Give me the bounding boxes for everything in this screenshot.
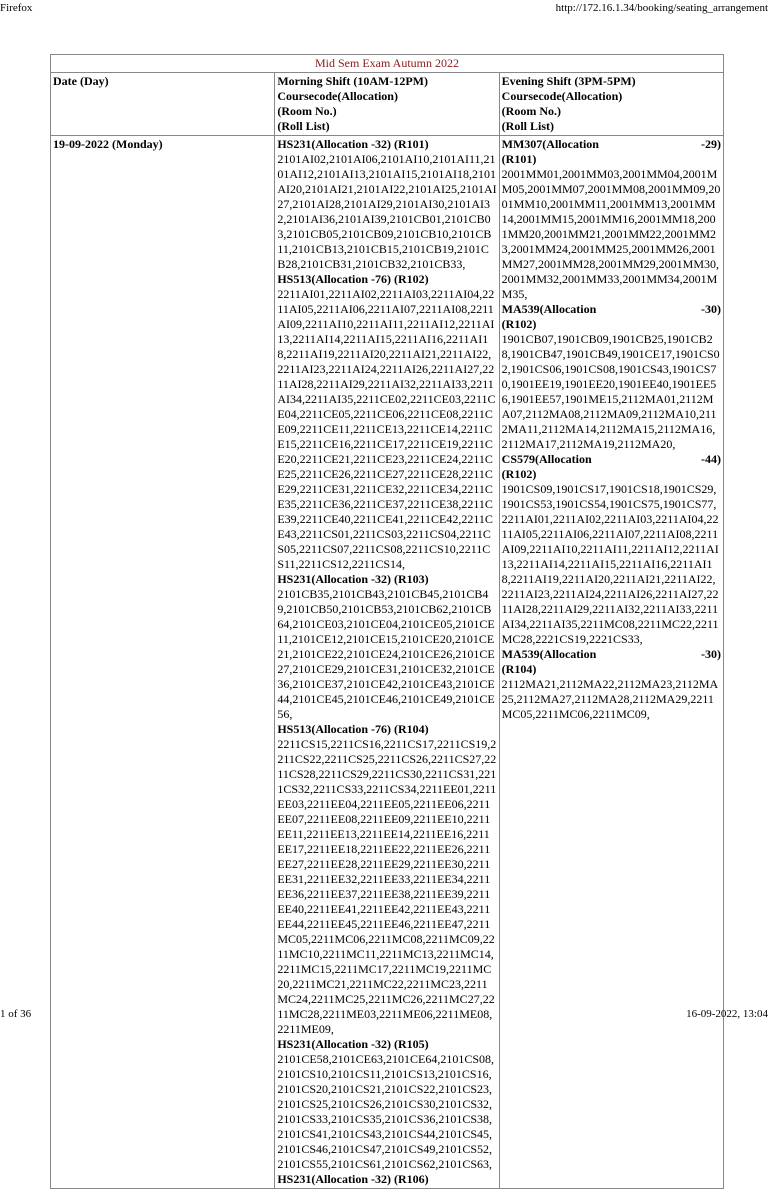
roll-list: 2101CB35,2101CB43,2101CB45,2101CB49,2101CB50,2101CB53,2101CB62,2101CB64,2101CE03,2101CE04,2101CE05,2101CE11,2101CE12,2101CE15,2101CE20,2101CE21,2101CE22,2101CE24,2101CE26,2101CE27,2101CE29,2101CE31,2101CE32,2101CE36,2101CE37,2101CE42,2101CE43,2101CE44,2101CE45,2101CE46,2101CE49,2101CE56,	[277, 587, 495, 721]
roll-list: 2211AI01,2211AI02,2211AI03,2211AI04,2211AI05,2211AI06,2211AI07,2211AI08,2211AI09,2211AI10,2211AI11,2211AI12,2211AI13,2211AI14,2211AI15,2211AI16,2211AI18,2211AI19,2211AI20,2211AI21,2211AI22,2211AI23,2211AI24,2211AI26,2211AI27,2211AI28,2211AI29,2211AI32,2211AI33,2211AI34,2211AI35,2211CE02,2211CE03,2211CE04,2211CE05,2211CE06,2211CE08,2211CE09,2211CE11,2211CE13,2211CE14,2211CE15,2211CE16,2211CE17,2211CE19,2211CE20,2211CE21,2211CE23,2211CE24,2211CE25,2211CE26,2211CE27,2211CE28,2211CE29,2211CE31,2211CE32,2211CE34,2211CE35,2211CE36,2211CE37,2211CE38,2211CE39,2211CE40,2211CE41,2211CE42,2211CE43,2211CS01,2211CS03,2211CS04,2211CS05,2211CS07,2211CS08,2211CS10,2211CS11,2211CS12,2211CS14,	[277, 287, 496, 571]
evening-allocations	[499, 136, 723, 1189]
course-allocation	[502, 137, 721, 152]
course-code: MA539(Allocation	[501, 647, 597, 661]
morning-header-line: Morning Shift (10AM-12PM)	[277, 74, 428, 88]
schedule-row	[51, 136, 724, 1189]
morning-header-line: (Room No.)	[277, 104, 337, 118]
page-number: 1 of 36	[0, 1008, 32, 1020]
allocation-count: -29)	[701, 137, 721, 151]
roll-list: 2112MA21,2112MA22,2112MA23,2112MA25,2112MA27,2112MA28,2112MA29,2211MC05,2211MC06,2211MC09,	[501, 677, 719, 721]
morning-allocations	[275, 136, 499, 1189]
room-number: (R102)	[501, 467, 537, 481]
print-timestamp: 16-09-2022, 13:04	[686, 1008, 768, 1020]
header-row	[51, 73, 724, 136]
title-row	[51, 55, 724, 73]
roll-list: 2101CE58,2101CE63,2101CE64,2101CS08,2101CS10,2101CS11,2101CS13,2101CS16,2101CS20,2101CS21,2101CS22,2101CS23,2101CS25,2101CS26,2101CS30,2101CS32,2101CS33,2101CS35,2101CS36,2101CS38,2101CS41,2101CS43,2101CS44,2101CS45,2101CS46,2101CS47,2101CS49,2101CS52,2101CS55,2101CS61,2101CS62,2101CS63,	[277, 1052, 495, 1171]
course-allocation: HS231(Allocation -32) (R106)	[277, 1172, 429, 1186]
evening-shift-header	[499, 73, 723, 136]
room-number: (R101)	[501, 152, 537, 166]
allocation-block	[277, 1172, 496, 1187]
course-code: MA539(Allocation	[501, 302, 597, 316]
allocation-block	[277, 722, 496, 1037]
allocation-block	[502, 302, 721, 452]
allocation-count: -30)	[701, 647, 721, 661]
evening-header-line: Evening Shift (3PM-5PM)	[501, 74, 636, 88]
course-allocation: HS513(Allocation -76) (R104)	[277, 722, 429, 736]
course-allocation: HS231(Allocation -32) (R105)	[277, 1037, 429, 1051]
roll-list: 2101AI02,2101AI06,2101AI10,2101AI11,2101AI12,2101AI13,2101AI15,2101AI18,2101AI20,2101AI21,2101AI22,2101AI25,2101AI27,2101AI28,2101AI29,2101AI30,2101AI32,2101AI36,2101AI39,2101CB01,2101CB03,2101CB05,2101CB09,2101CB10,2101CB11,2101CB13,2101CB15,2101CB19,2101CB28,2101CB31,2101CB32,2101CB33,	[277, 152, 497, 271]
allocation-block	[277, 137, 496, 272]
allocation-count: -44)	[701, 452, 721, 466]
allocation-count: -30)	[701, 302, 721, 316]
morning-header-line: (Roll List)	[277, 119, 330, 133]
browser-app-name: Firefox	[0, 2, 33, 14]
roll-list: 1901CB07,1901CB09,1901CB25,1901CB28,1901CB47,1901CB49,1901CE17,1901CS02,1901CS06,1901CS08,1901CS43,1901CS70,1901EE19,1901EE20,1901EE40,1901EE56,1901EE57,1901ME15,2112MA01,2112MA07,2112MA08,2112MA09,2112MA10,2112MA11,2112MA14,2112MA15,2112MA16,2112MA17,2112MA19,2112MA20,	[501, 332, 720, 451]
allocation-block	[502, 647, 721, 722]
evening-header-line: Coursecode(Allocation)	[501, 89, 623, 103]
seating-table	[50, 54, 724, 1189]
course-allocation	[502, 302, 721, 317]
morning-shift-header	[275, 73, 499, 136]
roll-list: 1901CS09,1901CS17,1901CS18,1901CS29,1901CS53,1901CS54,1901CS75,1901CS77,2211AI01,2211AI02,2211AI03,2211AI04,2211AI05,2211AI06,2211AI07,2211AI08,2211AI09,2211AI10,2211AI11,2211AI12,2211AI13,2211AI14,2211AI15,2211AI16,2211AI18,2211AI19,2211AI20,2211AI21,2211AI22,2211AI23,2211AI24,2211AI26,2211AI27,2211AI28,2211AI29,2211AI32,2211AI33,2211AI34,2211AI35,2211MC08,2211MC22,2211MC28,2221CS19,2221CS33,	[501, 482, 719, 646]
room-number: (R102)	[501, 317, 537, 331]
room-number: (R104)	[501, 662, 537, 676]
date-column-header: Date (Day)	[51, 73, 275, 136]
allocation-block	[502, 137, 721, 302]
allocation-block	[277, 272, 496, 572]
course-allocation	[502, 647, 721, 662]
morning-header-line: Coursecode(Allocation)	[277, 89, 398, 103]
course-allocation: HS231(Allocation -32) (R101)	[277, 137, 429, 151]
evening-header-line: (Room No.)	[501, 104, 561, 118]
exam-date: 19-09-2022 (Monday)	[51, 136, 275, 1189]
course-allocation: HS513(Allocation -76) (R102)	[277, 272, 429, 286]
course-code: MM307(Allocation	[501, 137, 599, 151]
evening-header-line: (Roll List)	[501, 119, 554, 133]
course-allocation: HS231(Allocation -32) (R103)	[277, 572, 429, 586]
roll-list: 2001MM01,2001MM03,2001MM04,2001MM05,2001MM07,2001MM08,2001MM09,2001MM10,2001MM11,2001MM13,2001MM14,2001MM15,2001MM16,2001MM18,2001MM20,2001MM21,2001MM22,2001MM23,2001MM24,2001MM25,2001MM26,2001MM27,2001MM28,2001MM29,2001MM30,2001MM32,2001MM33,2001MM34,2001MM35,	[501, 167, 721, 301]
roll-list: 2211CS15,2211CS16,2211CS17,2211CS19,2211CS22,2211CS25,2211CS26,2211CS27,2211CS28,2211CS29,2211CS30,2211CS31,2211CS32,2211CS33,2211CS34,2211EE01,2211EE03,2211EE04,2211EE05,2211EE06,2211EE07,2211EE08,2211EE09,2211EE10,2211EE11,2211EE13,2211EE14,2211EE16,2211EE17,2211EE18,2211EE22,2211EE26,2211EE27,2211EE28,2211EE29,2211EE30,2211EE31,2211EE32,2211EE33,2211EE34,2211EE36,2211EE37,2211EE38,2211EE39,2211EE40,2211EE41,2211EE42,2211EE43,2211EE44,2211EE45,2211EE46,2211EE47,2211MC05,2211MC06,2211MC08,2211MC09,2211MC10,2211MC11,2211MC13,2211MC14,2211MC15,2211MC17,2211MC19,2211MC20,2211MC21,2211MC22,2211MC23,2211MC24,2211MC25,2211MC26,2211MC27,2211MC28,2211ME03,2211ME06,2211ME08,2211ME09,	[277, 737, 497, 1036]
allocation-block	[502, 452, 721, 647]
course-code: CS579(Allocation	[501, 452, 592, 466]
course-allocation	[502, 452, 721, 467]
allocation-block	[277, 1037, 496, 1172]
allocation-block	[277, 572, 496, 722]
exam-title: Mid Sem Exam Autumn 2022	[51, 55, 724, 73]
page-url: http://172.16.1.34/booking/seating_arrangement	[555, 2, 768, 14]
